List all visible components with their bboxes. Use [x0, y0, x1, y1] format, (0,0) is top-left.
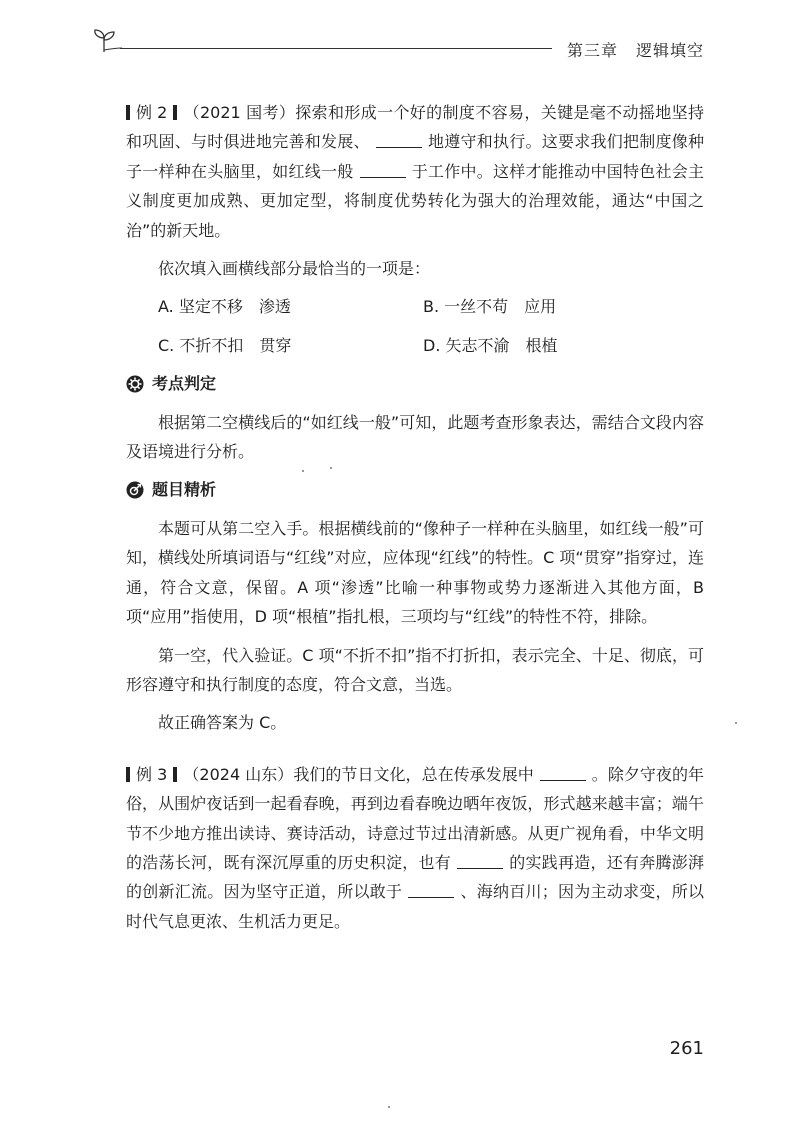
- kaodian-title: 考点判定: [152, 374, 217, 394]
- example3-stem: [126, 760, 704, 936]
- sprout-icon: [92, 28, 122, 54]
- example3-stem-part1: 我们的节日文化，总在传承发展中: [293, 764, 534, 784]
- jingxi-paragraph-1: 本题可从第二空入手。根据横线前的“像种子一样种在头脑里，如红线一般”可知，横线处所填词语与“红线”对应，应体现“红线”的特性。C 项“贯穿”指穿过，连通，符合文意，保留。A 项“渗透”比喻一种事物或势力逐渐进入其他方面，B 项“应用”指使用，D 项“根植”指扎根，三项均与“红线”的特性不符，排除。: [126, 518, 704, 627]
- example2-stem-part1: 探索和形成一个好的制度不容易，关键是毫不动摇地坚持和巩固、与时俱进地完善和发展、: [126, 103, 704, 152]
- example3-label: 例 3: [136, 764, 168, 784]
- page-header: [92, 28, 704, 68]
- chapter-name: 逻辑填空: [635, 41, 704, 60]
- label-bar: [173, 105, 177, 120]
- kaodian-text: 根据第二空横线后的“如红线一般”可知，此题考查形象表达，需结合文段内容及语境进行分析。: [126, 412, 704, 462]
- target-icon: [126, 481, 144, 499]
- example2-stem: [126, 98, 704, 245]
- jingxi-heading: [126, 475, 704, 504]
- option-a: A. 坚定不移 渗透: [158, 297, 291, 317]
- label-bar: [126, 767, 130, 782]
- example3-source: （2024 山东）: [183, 764, 294, 784]
- answer-blank: [540, 766, 586, 781]
- example2-question: 依次填入画横线部分最恰当的一项是：: [158, 259, 431, 279]
- example3-stem-part2: 。除夕守夜的年俗，从围炉夜话到一起看春晚，再到边看春晚边晒年夜饭，形式越来越丰富；端午节不少地方推出读诗、赛诗活动，诗意过节过出清新感。从更广视角看，中华文明的浩荡长河，既有深沉厚重的历史积淀，也有: [126, 764, 704, 872]
- answer-line: 故正确答案为 C。: [158, 713, 287, 733]
- example2-stem-part3: 于工作中。这样才能推动中国特色社会主义制度更加成熟、更加定型，将制度优势转化为强大的治理效能，通达“中国之治”的新天地。: [126, 161, 704, 240]
- option-d: D. 矢志不渝 根植: [423, 335, 558, 355]
- scan-speck: [330, 467, 332, 469]
- label-bar: [126, 105, 130, 120]
- page-body: [126, 98, 704, 936]
- answer-blank: [408, 883, 454, 898]
- page-number: 261: [669, 1038, 704, 1059]
- option-b: B. 一丝不苟 应用: [423, 297, 557, 317]
- gear-icon: [126, 375, 144, 393]
- example2-label: 例 2: [136, 103, 168, 122]
- example3-stem-part4: 、海纳百川；因为主动求变，所以时代气息更浓、生机活力更足。: [126, 882, 704, 931]
- kaodian-heading: [126, 369, 704, 398]
- option-c: C. 不折不扣 贯穿: [158, 335, 292, 355]
- example2-options: [126, 292, 704, 360]
- example3-stem-part3: 的实践再造，还有奔腾澎湃的创新汇流。因为坚守正道，所以敢于: [126, 852, 704, 902]
- chapter-number: 第三章: [566, 41, 618, 60]
- jingxi-paragraph-2: 第一空，代入验证。C 项“不折不扣”指不打折扣，表示完全、十足、彻底，可形容遵守和执行制度的态度，符合文意，当选。: [126, 645, 704, 694]
- jingxi-title: 题目精析: [152, 480, 217, 500]
- scan-speck: [735, 722, 737, 724]
- example2-stem-part2: 地遵守和执行。这要求我们把制度像种子一样种在头脑里，如红线一般: [126, 132, 704, 181]
- example2-source: （2021 国考）: [183, 103, 296, 122]
- header-rule: [120, 48, 552, 49]
- label-bar: [173, 767, 177, 782]
- scan-speck: [302, 470, 304, 472]
- scan-speck: [388, 1106, 390, 1108]
- chapter-title: [567, 38, 704, 61]
- answer-blank: [457, 854, 503, 869]
- answer-blank: [360, 163, 406, 178]
- answer-blank: [376, 133, 422, 148]
